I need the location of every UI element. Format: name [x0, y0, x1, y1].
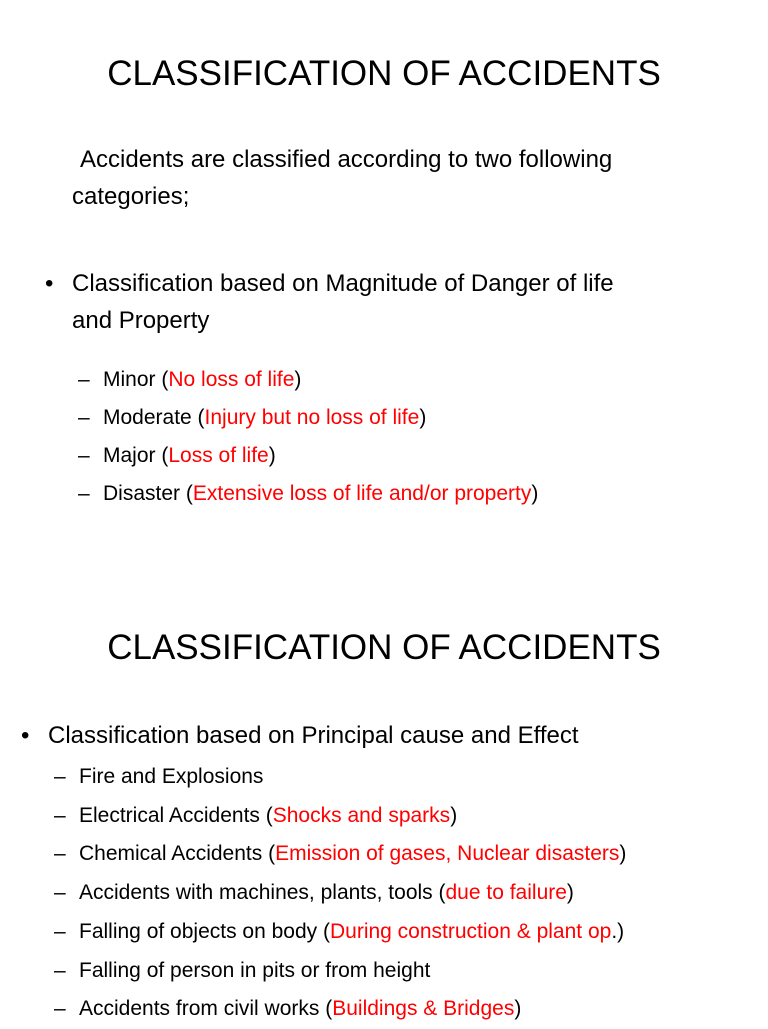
- item-text: Moderate (: [103, 406, 205, 429]
- item-text: Falling of objects on body (: [79, 919, 330, 943]
- dash-marker: –: [54, 919, 66, 943]
- sub-bullet-list: [54, 758, 627, 1029]
- dash-marker: –: [54, 842, 66, 866]
- list-item: [54, 758, 626, 797]
- item-text: Falling of person in pits or from height: [79, 958, 431, 982]
- list-item: [78, 475, 539, 513]
- item-highlight: Buildings & Bridges: [332, 997, 515, 1021]
- dash-marker: –: [78, 368, 90, 391]
- item-highlight: Extensive loss of life and/or property: [192, 482, 532, 505]
- slide-2: [0, 576, 768, 1024]
- bullet-point: [21, 717, 738, 754]
- list-item: [78, 361, 538, 399]
- item-suffix: .): [611, 919, 625, 943]
- item-text: Disaster (: [103, 482, 193, 505]
- item-suffix: ): [268, 444, 276, 467]
- item-text: Major (: [103, 444, 169, 467]
- list-item: [54, 874, 626, 913]
- item-suffix: ): [419, 406, 427, 429]
- item-highlight: due to failure: [445, 881, 567, 905]
- item-text: Accidents with machines, plants, tools (: [79, 881, 446, 905]
- dash-marker: –: [54, 803, 66, 827]
- item-highlight: Loss of life: [168, 444, 269, 467]
- list-item: [54, 952, 626, 991]
- item-text: Electrical Accidents (: [79, 803, 273, 827]
- dash-marker: –: [78, 444, 90, 467]
- item-text: Accidents from civil works (: [79, 997, 333, 1021]
- dash-marker: –: [78, 406, 90, 429]
- list-item: [54, 797, 626, 836]
- list-item: [54, 990, 626, 1029]
- item-highlight: Emission of gases, Nuclear disasters: [275, 842, 620, 866]
- dash-marker: –: [54, 881, 66, 905]
- list-item: [78, 399, 538, 437]
- bullet-marker: •: [21, 722, 30, 749]
- slide-title: CLASSIFICATION OF ACCIDENTS: [107, 54, 661, 93]
- list-item: [54, 913, 626, 952]
- bullet-point: [45, 265, 732, 339]
- dash-marker: –: [54, 765, 66, 788]
- bullet-text-line: Classification based on Principal cause and Effect: [48, 722, 579, 749]
- item-text: Minor (: [103, 368, 169, 391]
- bullet-text-line: Classification based on Magnitude of Danger of life: [72, 270, 614, 297]
- item-highlight: No loss of life: [168, 368, 295, 391]
- intro-line: categories;: [72, 183, 190, 210]
- item-suffix: ): [619, 842, 627, 866]
- dash-marker: –: [54, 997, 66, 1021]
- item-suffix: ): [531, 482, 539, 505]
- intro-line: Accidents are classified according to two following: [80, 146, 613, 173]
- item-highlight: Shocks and sparks: [272, 803, 451, 827]
- dash-marker: –: [78, 482, 90, 505]
- sub-bullet-list: [78, 361, 539, 513]
- bullet-marker: •: [45, 270, 54, 297]
- item-highlight: Injury but no loss of life: [204, 406, 420, 429]
- bullet-text-line: and Property: [72, 307, 210, 334]
- item-suffix: ): [566, 881, 574, 905]
- item-text: Fire and Explosions: [79, 765, 264, 788]
- item-suffix: ): [514, 997, 522, 1021]
- list-item: [54, 835, 627, 874]
- item-suffix: ): [294, 368, 302, 391]
- slide-title: CLASSIFICATION OF ACCIDENTS: [107, 628, 661, 667]
- item-suffix: ): [450, 803, 458, 827]
- list-item: [78, 437, 538, 475]
- item-text: Chemical Accidents (: [79, 842, 276, 866]
- dash-marker: –: [54, 958, 66, 982]
- intro-paragraph: [72, 141, 732, 215]
- item-highlight: During construction & plant op: [329, 919, 612, 943]
